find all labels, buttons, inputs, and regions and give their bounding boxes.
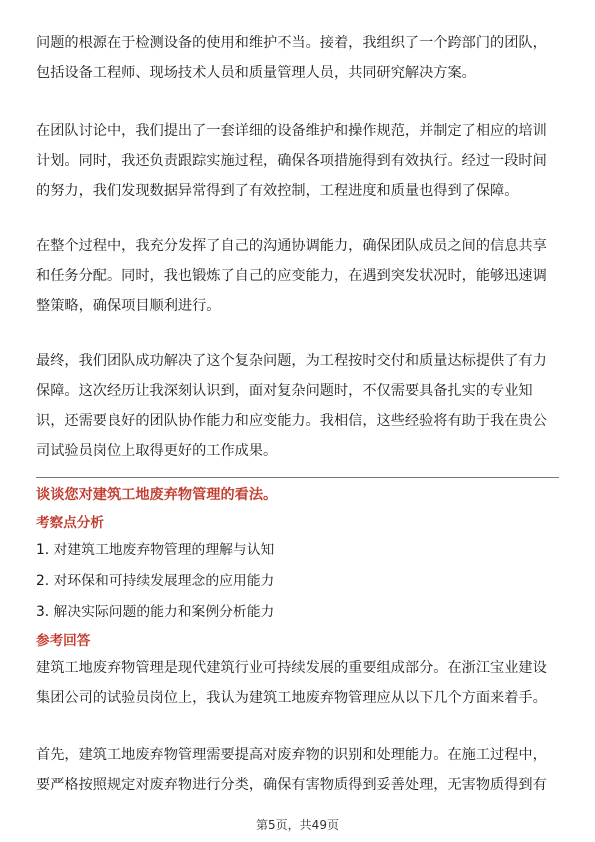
analysis-heading: 考察点分析 [36, 515, 104, 531]
text-line: 识，还需要良好的团队协作能力和应变能力。我相信，这些经验将有助于我在贵公 [36, 413, 547, 429]
text-line: 整策略，确保项目顺利进行。 [36, 298, 221, 314]
text-line: 问题的根源在于检测设备的使用和维护不当。接着，我组织了一个跨部门的团队， [36, 35, 547, 51]
text-line: 和任务分配。同时，我也锻炼了自己的应变能力，在遇到突发状况时，能够迅速调 [36, 268, 547, 284]
list-item: 3. 解决实际问题的能力和案例分析能力 [36, 604, 275, 620]
text-line: 最终，我们团队成功解决了这个复杂问题，为工程按时交付和质量达标提供了有力 [36, 353, 547, 369]
list-item: 2. 对环保和可持续发展理念的应用能力 [36, 573, 275, 589]
text-line: 在整个过程中，我充分发挥了自己的沟通协调能力，确保团队成员之间的信息共享 [36, 238, 547, 254]
text-line: 集团公司的试验员岗位上，我认为建筑工地废弃物管理应从以下几个方面来着手。 [36, 690, 547, 706]
answer-paragraph-3 [36, 231, 559, 321]
text-line: 在团队讨论中，我们提出了一套详细的设备维护和操作规范，并制定了相应的培训 [36, 123, 547, 139]
text-line: 建筑工地废弃物管理是现代建筑行业可持续发展的重要组成部分。在浙江宝业建设 [36, 660, 547, 676]
question-title: 谈谈您对建筑工地废弃物管理的看法。 [36, 487, 278, 503]
answer-paragraph-2 [36, 116, 559, 206]
reference-heading: 参考回答 [36, 633, 91, 649]
text-line: 保障。这次经历让我深刻认识到，面对复杂问题时，不仅需要具备扎实的专业知 [36, 383, 533, 399]
section-divider [36, 477, 559, 478]
reference-paragraph-2 [36, 740, 559, 800]
list-item: 1. 对建筑工地废弃物管理的理解与认知 [36, 542, 275, 558]
reference-paragraph-1 [36, 653, 559, 713]
text-line: 要严格按照规定对废弃物进行分类，确保有害物质得到妥善处理，无害物质得到有 [36, 777, 547, 793]
answer-paragraph-4 [36, 346, 559, 466]
text-line: 的努力，我们发现数据异常得到了有效控制，工程进度和质量也得到了保障。 [36, 183, 519, 199]
analysis-list [36, 535, 274, 628]
text-line: 包括设备工程师、现场技术人员和质量管理人员，共同研究解决方案。 [36, 65, 476, 81]
text-line: 司试验员岗位上取得更好的工作成果。 [36, 443, 278, 459]
page-number: 第5页，共49页 [256, 818, 339, 832]
text-line: 计划。同时，我还负责跟踪实施过程，确保各项措施得到有效执行。经过一段时间 [36, 153, 547, 169]
text-line: 首先，建筑工地废弃物管理需要提高对废弃物的识别和处理能力。在施工过程中， [36, 747, 547, 763]
answer-paragraph-1 [36, 28, 559, 88]
